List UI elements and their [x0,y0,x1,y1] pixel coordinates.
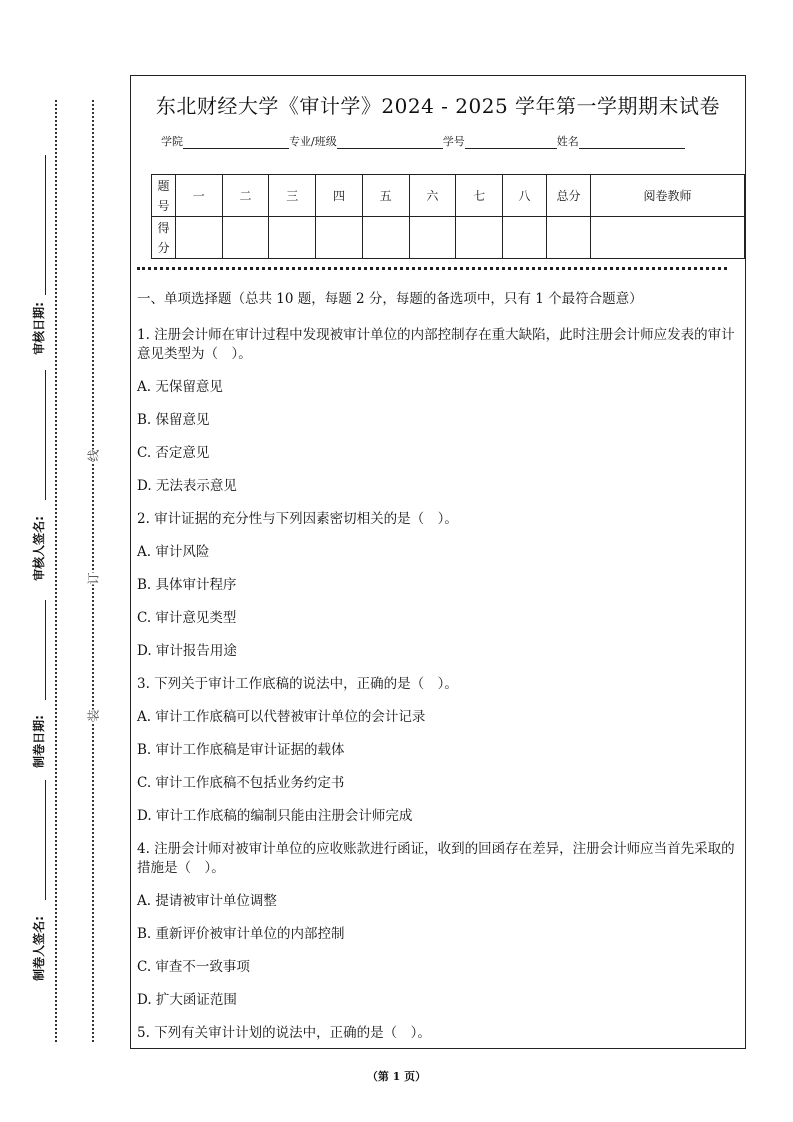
score-cell[interactable] [409,217,456,259]
score-table [151,174,745,259]
compiler-signature-label: 制卷人签名: [31,916,46,981]
question-stem: 1. 注册会计师在审计过程中发现被审计单位的内部控制存在重大缺陷，此时注册会计师应发表的审计意见类型为（ ）。 [137,327,735,362]
binding-dotted-line [55,100,57,1042]
answer-option[interactable]: A. 审计工作底稿可以代替被审计单位的会计记录 [137,709,426,725]
answer-option[interactable]: D. 审计工作底稿的编制只能由注册会计师完成 [137,808,413,824]
score-cell[interactable] [316,217,363,259]
column-header: 总分 [546,175,590,217]
answer-option[interactable]: C. 否定意见 [137,445,210,461]
answer-option[interactable]: C. 审计工作底稿不包括业务约定书 [137,775,345,791]
question-stem: 5. 下列有关审计计划的说法中，正确的是（ ）。 [137,1025,431,1041]
review-date-label: 审核日期: [31,302,46,355]
column-header: 六 [409,175,456,217]
college-label: 学院 [161,135,183,148]
answer-option[interactable]: D. 扩大函证范围 [137,992,237,1008]
score-row [152,217,745,259]
question-section [137,290,741,1057]
column-header: 七 [456,175,503,217]
compile-date-label: 制卷日期: [31,715,46,768]
row-header: 得分 [152,217,176,259]
answer-option[interactable]: C. 审查不一致事项 [137,959,250,975]
name-label: 姓名 [556,135,579,148]
answer-option[interactable]: A. 审计风险 [137,544,210,560]
question-stem: 4. 注册会计师对被审计单位的应收账款进行函证，收到的回函存在差异，注册会计师应当首先采取的措施是（ ）。 [137,841,735,876]
score-cell[interactable] [456,217,503,259]
column-header: 二 [222,175,269,217]
score-cell[interactable] [546,217,590,259]
score-cell[interactable] [362,217,409,259]
score-cell[interactable] [222,217,269,259]
answer-option[interactable]: B. 重新评价被审计单位的内部控制 [137,926,345,942]
score-cell[interactable] [502,217,546,259]
reviewer-signature-label: 审核人签名: [31,516,46,581]
score-cell[interactable] [590,217,744,259]
exam-title: 东北财经大学《审计学》2024 - 2025 学年第一学期期末试卷 [155,94,721,118]
signature-line [45,780,46,900]
answer-option[interactable]: D. 审计报告用途 [137,643,237,659]
student-id-field[interactable] [465,136,557,149]
section-heading: 一、单项选择题（总共 10 题，每题 2 分，每题的备选项中，只有 1 个最符合题意） [137,291,643,307]
major-class-field[interactable] [337,136,443,149]
binding-char-staple: 订 [86,572,101,585]
score-cell[interactable] [269,217,316,259]
answer-option[interactable]: D. 无法表示意见 [137,478,237,494]
answer-option[interactable]: C. 审计意见类型 [137,610,237,626]
column-header: 四 [316,175,363,217]
student-info [161,133,685,149]
answer-option[interactable]: B. 具体审计程序 [137,577,237,593]
question-stem: 3. 下列关于审计工作底稿的说法中，正确的是（ ）。 [137,676,458,692]
answer-option[interactable]: A. 提请被审计单位调整 [137,893,277,909]
column-header: 一 [175,175,222,217]
column-header: 五 [362,175,409,217]
name-field[interactable] [579,136,685,149]
major-class-label: 专业/班级 [289,135,337,148]
college-field[interactable] [183,136,289,149]
binding-dotted-line [92,100,94,1042]
question-number-row [152,175,745,217]
binding-char-line: 线 [86,449,101,462]
answer-option[interactable]: B. 审计工作底稿是审计证据的载体 [137,742,345,758]
row-header: 题号 [152,175,176,217]
answer-option[interactable]: B. 保留意见 [137,412,210,428]
student-id-label: 学号 [442,135,465,148]
question-stem: 2. 审计证据的充分性与下列因素密切相关的是（ ）。 [137,511,458,527]
column-header: 三 [269,175,316,217]
signature-line [45,600,46,700]
score-cell[interactable] [175,217,222,259]
column-header: 阅卷教师 [590,175,744,217]
signature-line [45,155,46,295]
dotted-divider [137,267,727,270]
answer-option[interactable]: A. 无保留意见 [137,379,223,395]
page-number: （第 1 页） [366,1070,427,1083]
signature-line [45,370,46,500]
exam-frame [130,75,746,1049]
column-header: 八 [502,175,546,217]
binding-char-bind: 装 [86,709,101,722]
